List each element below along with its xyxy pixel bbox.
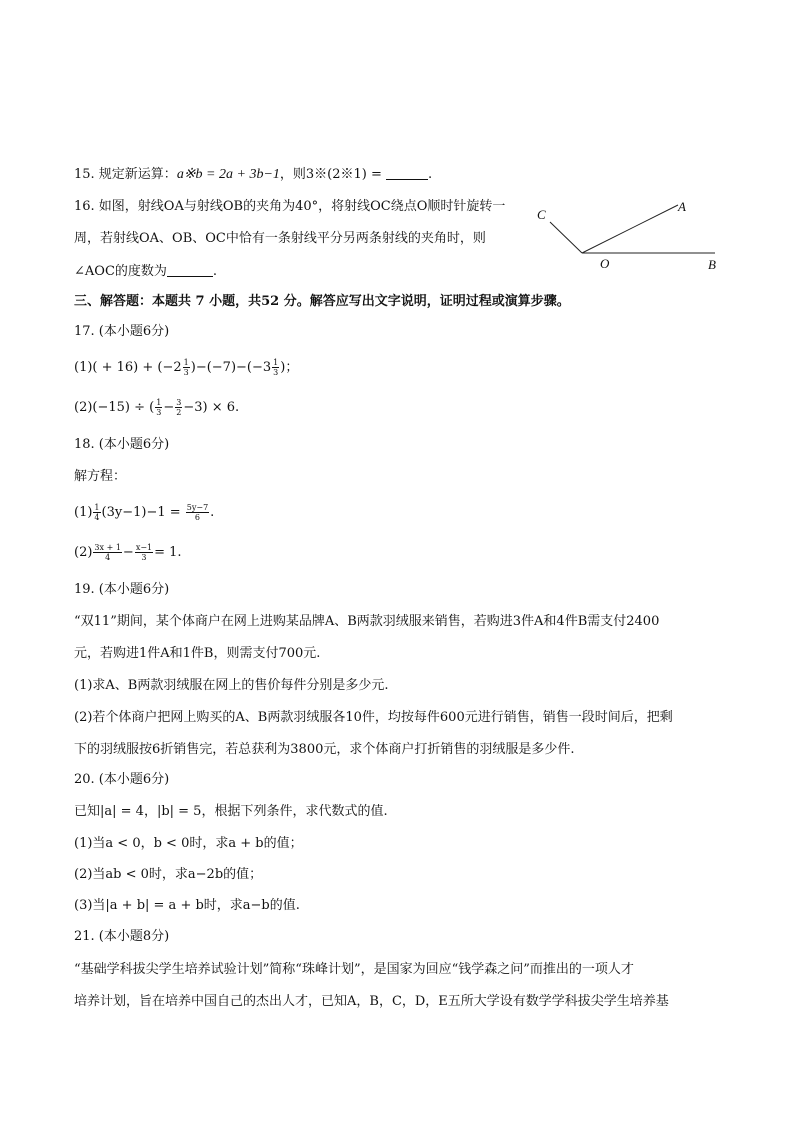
- q17-p1-text: )−(−7)−(−3: [190, 360, 272, 375]
- fraction: [183, 358, 190, 377]
- q18-p1-text: .: [210, 505, 215, 520]
- q20-line-1: 已知|a| = 4，|b| = 5，根据下列条件，求代数式的值.: [74, 804, 388, 819]
- q16-line-1: 16. 如图，射线OA与射线OB的夹角为40°，将射线OC绕点O顺时针旋转一: [74, 199, 506, 214]
- q17-p1-text: )；: [280, 360, 299, 375]
- q18-intro: 解方程：: [74, 469, 127, 484]
- q17-p2-text: (2)(−15) ÷ (: [74, 400, 155, 415]
- q19-header: 19. (本小题6分): [74, 582, 170, 597]
- q17-part-1: [74, 358, 298, 377]
- fraction: [135, 543, 153, 562]
- q15-middle: ，则3※(2※1) =: [279, 167, 387, 182]
- q17-p2-text: −: [163, 400, 175, 415]
- label-a: A: [678, 199, 686, 214]
- label-c: C: [537, 207, 546, 222]
- fraction: [93, 503, 100, 522]
- q21-line-1: “基础学科拔尖学生培养试验计划”简称“珠峰计划”，是国家为回应“钱学森之问”而推出的一项人才: [74, 962, 634, 977]
- q19-line-2: 元，若购进1件A和1件B，则需支付700元.: [74, 646, 321, 661]
- q17-p1-text: (1)( + 16) + (−2: [74, 360, 182, 375]
- section-3-header: 三、解答题：本题共 7 小题，共52 分。解答应写出文字说明，证明过程或演算步骤。: [74, 294, 570, 309]
- fraction: [186, 503, 209, 522]
- q19-line-1: “双11”期间，某个体商户在网上进购某品牌A、B两款羽绒服来销售，若购进3件A和4件B需支付2400: [74, 614, 660, 629]
- q18-p2-text: −: [122, 545, 134, 560]
- ray-oc: [550, 222, 582, 253]
- q19-line-3: (1)求A、B两款羽绒服在网上的售价每件分别是多少元.: [74, 678, 389, 693]
- q19-line-5: 下的羽绒服按6折销售完，若总获利为3800元，求个体商户打折销售的羽绒服是多少件.: [74, 742, 575, 757]
- answer-blank: [167, 262, 213, 277]
- q16-line-3-text: ∠AOC的度数为: [74, 264, 167, 279]
- ray-oa: [582, 205, 678, 253]
- q16-line-2: 周，若射线OA、OB、OC中恰有一条射线平分另两条射线的夹角时，则: [74, 231, 486, 246]
- denominator: 3: [156, 408, 162, 417]
- q18-part-2: [74, 543, 182, 562]
- q20-line-2: (1)当a < 0，b < 0时，求a + b的值；: [74, 836, 303, 851]
- numerator: 1: [94, 503, 100, 512]
- q19-line-4: (2)若个体商户把网上购买的A、B两款羽绒服各10件，均按每件600元进行销售，销售一段时间后，把剩: [74, 710, 673, 725]
- q17-part-2: [74, 398, 239, 417]
- q15-definition: a※b = 2a + 3b−1: [176, 167, 280, 182]
- q20-header: 20. (本小题6分): [74, 772, 170, 787]
- numerator: x−1: [135, 543, 153, 552]
- q21-header: 21. (本小题8分): [74, 929, 170, 944]
- fraction: [272, 358, 279, 377]
- q18-p1-text: (3y−1)−1 =: [101, 505, 185, 520]
- q16-end: .: [212, 264, 218, 279]
- denominator: 3: [273, 368, 279, 377]
- question-15: [74, 165, 432, 184]
- q20-line-4: (3)当|a + b| = a + b时，求a−b的值.: [74, 898, 300, 913]
- denominator: 3: [183, 368, 189, 377]
- numerator: 5y−7: [186, 503, 209, 512]
- q15-prefix: 15. 规定新运算：: [74, 167, 177, 182]
- q16-line-3: [74, 262, 217, 281]
- q20-line-3: (2)当ab < 0时，求a−2b的值；: [74, 867, 263, 882]
- fraction: [93, 543, 121, 562]
- q17-header: 17. (本小题6分): [74, 324, 170, 339]
- denominator: 6: [194, 513, 201, 522]
- q18-p2-text: (2): [74, 545, 93, 560]
- denominator: 4: [94, 513, 100, 522]
- q21-line-2: 培养计划，旨在培养中国自己的杰出人才，已知A，B，C，D，E五所大学设有数学学科拔尖学生培养基: [74, 994, 669, 1009]
- numerator: 1: [156, 398, 162, 407]
- denominator: 2: [176, 408, 182, 417]
- q18-part-1: [74, 503, 214, 522]
- q15-end: .: [428, 167, 433, 182]
- q18-p2-text: = 1.: [154, 545, 182, 560]
- q17-p2-text: −3) × 6.: [183, 400, 240, 415]
- q18-p1-text: (1): [74, 505, 93, 520]
- fraction: [155, 398, 162, 417]
- angle-figure: [530, 195, 730, 275]
- denominator: 4: [105, 553, 111, 562]
- numerator: 3: [176, 398, 182, 407]
- denominator: 3: [141, 553, 147, 562]
- numerator: 1: [183, 358, 189, 367]
- answer-blank: [386, 165, 428, 180]
- label-o: O: [600, 256, 610, 271]
- fraction: [175, 398, 182, 417]
- q18-header: 18. (本小题6分): [74, 437, 170, 452]
- numerator: 1: [273, 358, 279, 367]
- label-b: B: [708, 257, 716, 272]
- numerator: 3x + 1: [94, 543, 121, 552]
